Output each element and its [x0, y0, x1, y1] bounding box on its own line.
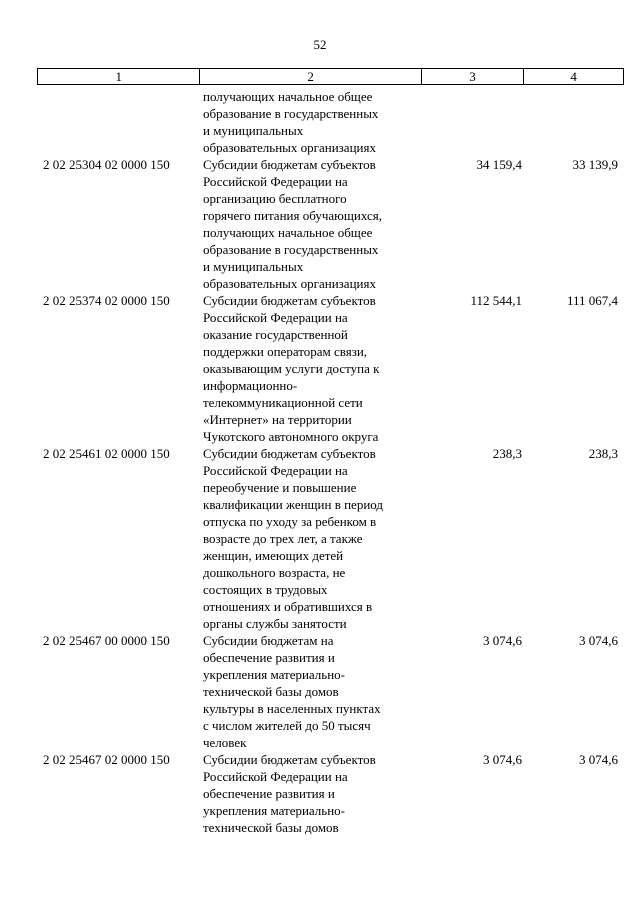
description-line: технической базы домов: [203, 820, 339, 835]
description-line: получающих начальное общее: [203, 225, 373, 240]
description-line: обеспечение развития и: [203, 650, 335, 665]
amount-column-3: 238,3: [492, 446, 522, 461]
description-line: получающих начальное общее: [203, 89, 373, 104]
description-line: и муниципальных: [203, 123, 304, 138]
description-line: женщин, имеющих детей: [203, 548, 344, 563]
table-row: [37, 445, 624, 632]
description-line: образовательных организациях: [203, 140, 376, 155]
description-line: Российской Федерации на: [203, 174, 348, 189]
description-line: переобучение и повышение: [203, 480, 357, 495]
description-line: обеспечение развития и: [203, 786, 335, 801]
budget-code: 2 02 25304 02 0000 150: [43, 157, 170, 172]
description-line: «Интернет» на территории: [203, 412, 352, 427]
table-row: [37, 632, 624, 751]
page-number: 52: [313, 37, 327, 52]
amount-column-4: [524, 88, 624, 156]
description-line: с числом жителей до 50 тысяч: [203, 718, 371, 733]
description-line: оказание государственной: [203, 327, 348, 342]
column-header-3: 3: [421, 69, 524, 84]
budget-code: [37, 88, 199, 156]
description-line: возрасте до трех лет, а также: [203, 531, 363, 546]
description-line: организацию бесплатного: [203, 191, 347, 206]
description: [199, 445, 421, 632]
description-line: состоящих в трудовых: [203, 582, 328, 597]
description-line: образовательных организациях: [203, 276, 376, 291]
budget-code: 2 02 25374 02 0000 150: [43, 293, 170, 308]
amount-column-4: 111 067,4: [566, 293, 618, 308]
amount-column-3: 34 159,4: [476, 157, 522, 172]
description-line: телекоммуникационной сети: [203, 395, 363, 410]
amount-column-3: [421, 88, 524, 156]
description-line: укрепления материально-: [203, 667, 346, 682]
amount-column-3: 3 074,6: [483, 752, 522, 767]
table-row: [37, 88, 624, 156]
description: [199, 292, 421, 445]
column-header-4: 4: [523, 69, 623, 84]
table-body: [37, 88, 624, 836]
amount-column-3: 112 544,1: [470, 293, 522, 308]
description-line: горячего питания обучающихся,: [203, 208, 382, 223]
description-line: и муниципальных: [203, 259, 304, 274]
table-header: [37, 68, 624, 85]
description-line: отпуска по уходу за ребенком в: [203, 514, 377, 529]
table-row: [37, 751, 624, 836]
column-header-2: 2: [199, 69, 420, 84]
description: [199, 751, 421, 836]
budget-code: 2 02 25461 02 0000 150: [43, 446, 170, 461]
amount-column-4: 3 074,6: [579, 752, 618, 767]
description-line: органы службы занятости: [203, 616, 347, 631]
description-line: отношениях и обратившихся в: [203, 599, 373, 614]
amount-column-4: 238,3: [588, 446, 618, 461]
budget-code: 2 02 25467 02 0000 150: [43, 752, 170, 767]
description: [199, 88, 421, 156]
description-line: человек: [203, 735, 247, 750]
description-line: Субсидии бюджетам субъектов: [203, 752, 376, 767]
description-line: информационно-: [203, 378, 298, 393]
description: [199, 632, 421, 751]
amount-column-4: 33 139,9: [572, 157, 618, 172]
description-line: Российской Федерации на: [203, 769, 348, 784]
description-line: Субсидии бюджетам субъектов: [203, 446, 376, 461]
description-line: квалификации женщин в период: [203, 497, 384, 512]
description-line: Российской Федерации на: [203, 463, 348, 478]
description-line: Чукотского автономного округа: [203, 429, 379, 444]
description-line: образование в государственных: [203, 106, 379, 121]
column-header-1: 1: [115, 69, 122, 84]
description-line: Субсидии бюджетам субъектов: [203, 157, 376, 172]
description-line: дошкольного возраста, не: [203, 565, 346, 580]
description-line: поддержки операторам связи,: [203, 344, 368, 359]
amount-column-4: 3 074,6: [579, 633, 618, 648]
description-line: укрепления материально-: [203, 803, 346, 818]
description-line: оказывающим услуги доступа к: [203, 361, 380, 376]
description-line: образование в государственных: [203, 242, 379, 257]
description-line: технической базы домов: [203, 684, 339, 699]
description-line: Субсидии бюджетам на: [203, 633, 334, 648]
budget-code: 2 02 25467 00 0000 150: [43, 633, 170, 648]
table-row: [37, 292, 624, 445]
table-row: [37, 156, 624, 292]
description: [199, 156, 421, 292]
description-line: культуры в населенных пунктах: [203, 701, 381, 716]
amount-column-3: 3 074,6: [483, 633, 522, 648]
description-line: Российской Федерации на: [203, 310, 348, 325]
description-line: Субсидии бюджетам субъектов: [203, 293, 376, 308]
